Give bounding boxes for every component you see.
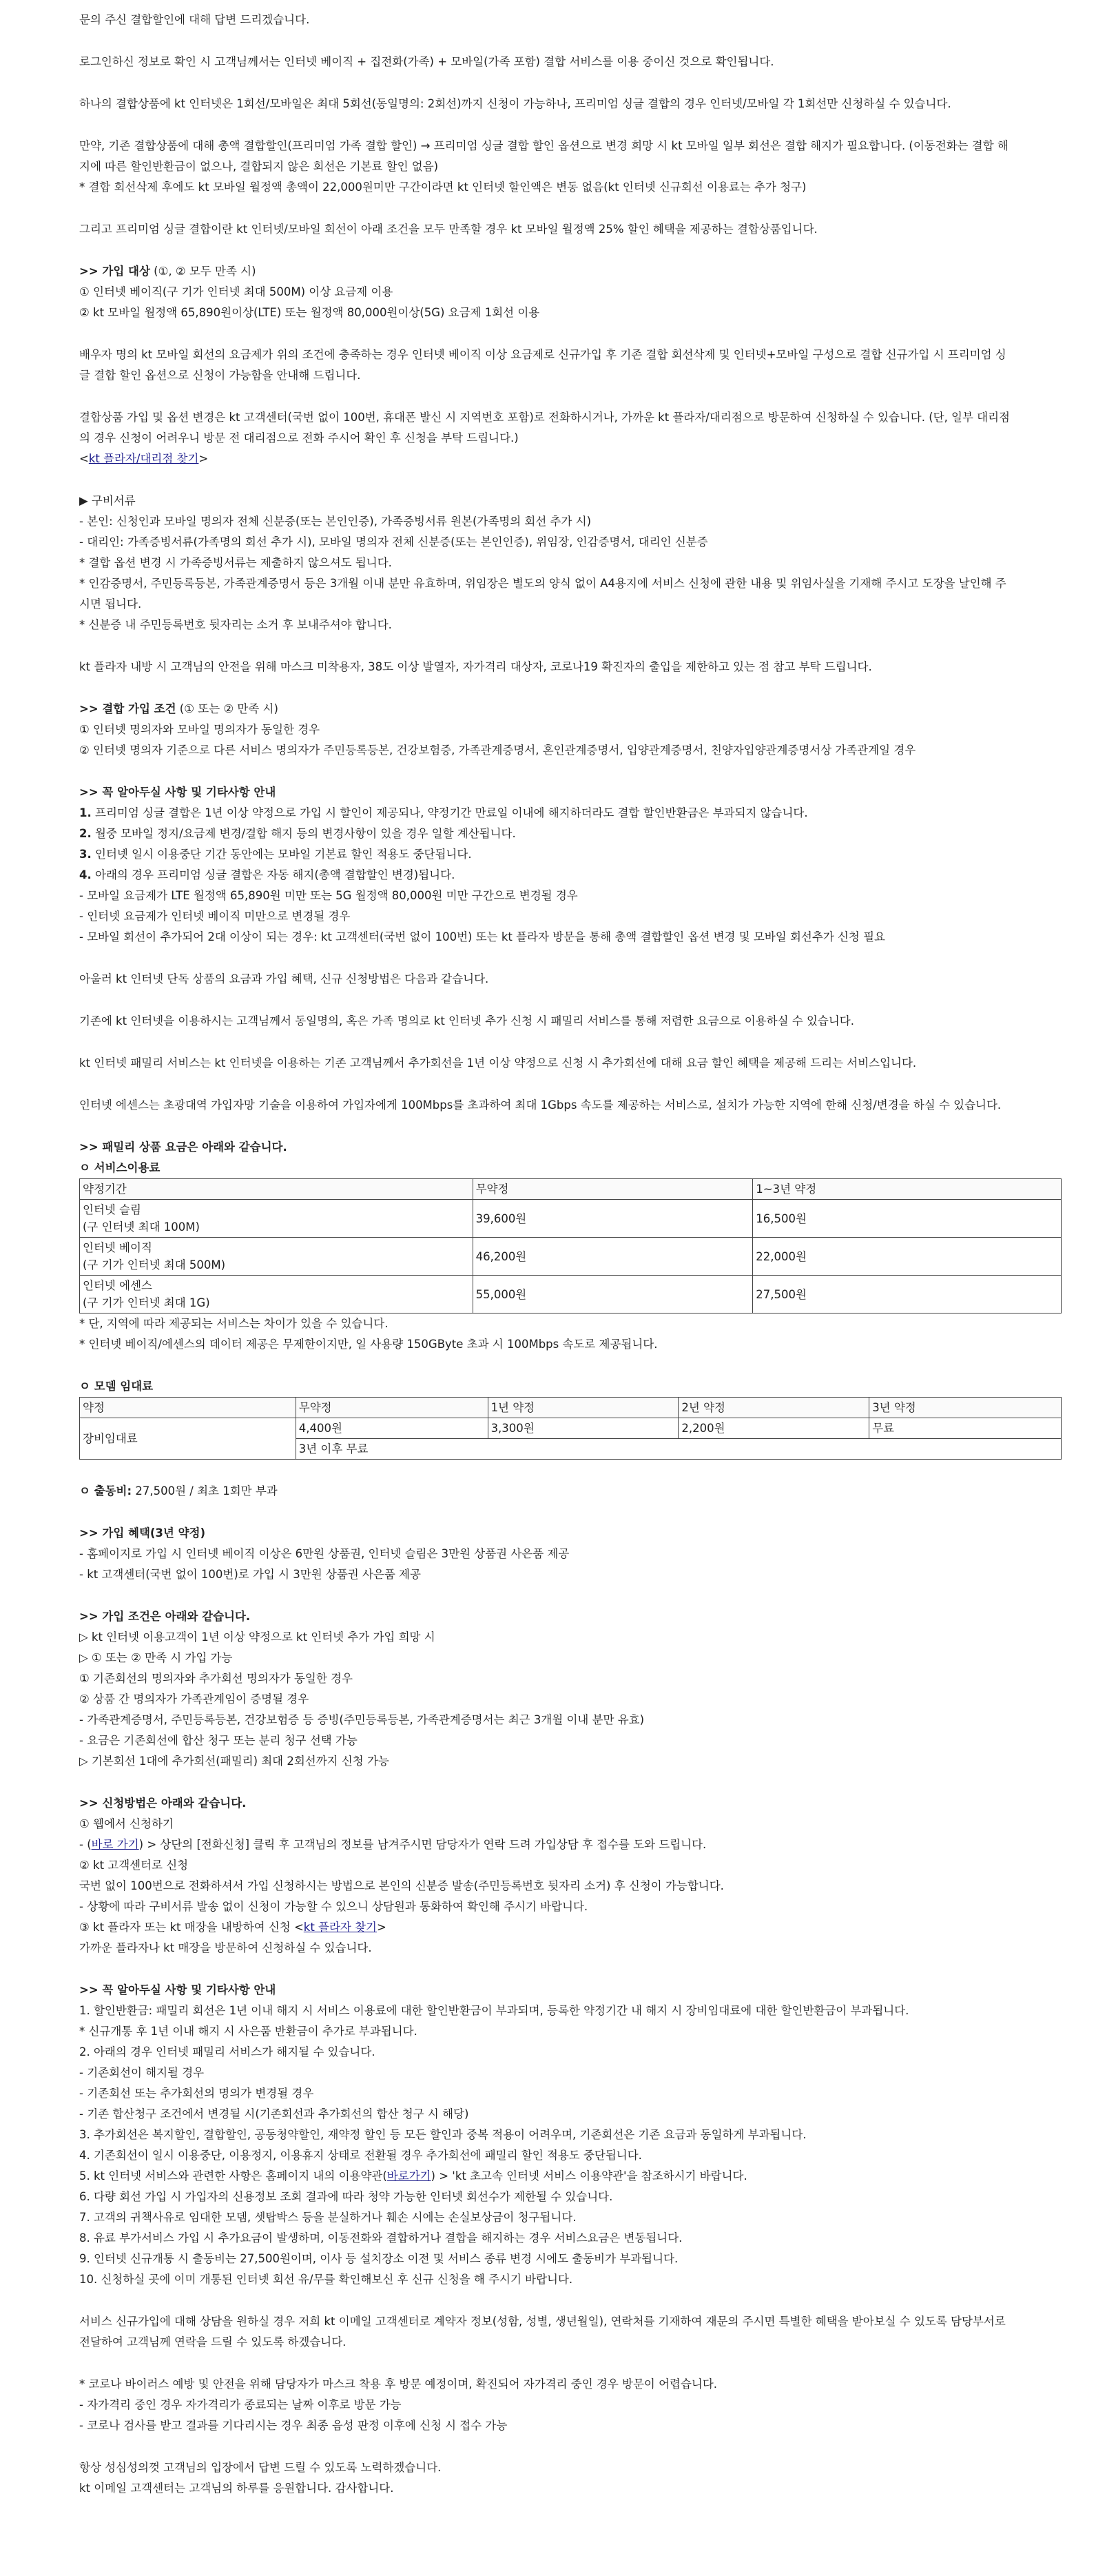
covid-notice: kt 플라자 내방 시 고객님의 안전을 위해 마스크 미착용자, 38도 이상 발열자, 자가격리 대상자, 코로나19 확진자의 출입을 제한하고 있는 점 참고 부탁 드립니다.: [79, 660, 872, 673]
required-docs-section: ▶ 구비서류 - 본인: 신청인과 모바일 명의자 전체 신분증(또는 본인인증), 가족증빙서류 원본(가족명의 회선 추가 시) - 대리인: 가족증빙서류(가족명의 회선 추가 시), 모바일 명의자 전체 신분증(또는 본인인증), 위임장, 인감증명서, 대리인 신분증 * 결합 옵션 변경 시 가족증빙서류는 제출하지 않으셔도 됩니다. * 인감증명서, 주민등록등본, 가족관계증명서 등은 3개월 이내 분만 유효하며, 위임장은 별도의 양식 없이 A4용지에 서비스 신청에 관한 내용 및 위임사실을 기재해 주시고 도장을 날인해 주 시면 됩니다. * 신분증 내 주민등록번호 뒷자리는 소거 후 보내주셔야 합니다.: [79, 491, 1063, 635]
family-price-section: >> 패밀리 상품 요금은 아래와 같습니다. ㅇ 서비스이용료 약정기간 무약정 1~3년 약정 인터넷 슬림 (구 인터넷 최대 100M) 39,600원 16,500원 인터넷 베이직 (구 기가 인터넷 최대 500M) 46,200원 22,000원 인터넷 에센스 (구 기가 인터넷 최대 1G) 55,000원 27,500원 * 단, 지역에 따라 제공되는 서비스는 차이가 있을 수 있습니다. * 인터넷 베이직/에센스의 데이터 제공은 무제한이지만, 일 사용량 150GByte 초과 시 100Mbps 속도로 제공됩니다.: [79, 1137, 1063, 1355]
closing-block: 항상 성심성의껏 고객님의 입장에서 답변 드릴 수 있도록 노력하겠습니다. kt 이메일 고객센터는 고객님의 하루를 응원합니다. 감사합니다.: [79, 2461, 442, 2495]
apply-method-section: >> 신청방법은 아래와 같습니다. ① 웹에서 신청하기 - (바로 가기) > 상단의 [전화신청] 클릭 후 고객님의 정보를 남겨주시면 담당자가 연락 드려 가입상담 후 접수를 도와 드립니다. ② kt 고객센터로 신청 국번 없이 100번으로 전화하셔서 가입 신청하시는 방법으로 본인의 신분증 발송(주민등록번호 뒷자리 소거) 후 신청이 가능합니다. - 상황에 따라 구비서류 발송 없이 신청이 가능할 수 있으니 상담원과 통화하여 확인해 주시기 바랍니다. ③ kt 플라자 또는 kt 매장을 내방하여 신청 <kt 플라자 찾기> 가까운 플라자나 kt 매장을 방문하여 신청하실 수 있습니다.: [79, 1793, 1063, 1959]
apply-block: 결합상품 가입 및 옵션 변경은 kt 고객센터(국번 없이 100번, 휴대폰 발신 시 지역번호 포함)로 전화하시거나, 가까운 kt 플라자/대리점으로 방문하여 신청하실 수 있습니다. (단, 일부 대리점 의 경우 신청이 어려우니 방문 전 대리점으로 전화 주시어 확인 후 신청을 부탁 드립니다.) <kt 플라자/대리점 찾기>: [79, 411, 1010, 465]
install-fee: ㅇ 출동비: 27,500원 / 최초 1회만 부과: [79, 1484, 278, 1497]
table-header-row: 약정 무약정 1년 약정 2년 약정 3년 약정: [80, 1398, 1062, 1418]
covid-visit-notice: * 코로나 바이러스 예방 및 안전을 위해 담당자가 마스크 착용 후 방문 예정이며, 확진되어 자가격리 중인 경우 방문이 어렵습니다. - 자가격리 중인 경우 자가격리가 종료되는 날짜 이후로 방문 가능 - 코로나 검사를 받고 결과를 기다리시는 경우 최종 음성 판정 이후에 신청 시 접수 가능: [79, 2378, 718, 2432]
greeting: 문의 주신 결합할인에 대해 답변 드리겠습니다.: [79, 13, 310, 26]
option-change-block: 만약, 기존 결합상품에 대해 총액 결합할인(프리미엄 가족 결합 할인) → 프리미엄 싱글 결합 할인 옵션으로 변경 희망 시 kt 모바일 일부 회선은 결합 해지가 필요합니다. (이동전화는 결합 해 지에 따른 할인반환금이 없으나, 결합되지 않은 회선은 기본료 할인 없음) * 결합 회선삭제 후에도 kt 모바일 월정액 총액이 22,000원미만 구간이라면 kt 인터넷 할인액은 변동 없음(kt 인터넷 신규회선 이용료는 추가 청구): [79, 139, 1009, 194]
section-title: ▶ 구비서류: [79, 494, 136, 507]
section-title: >> 꼭 알아두실 사항 및 기타사항 안내: [79, 786, 276, 799]
section-title: >> 가입 혜택(3년 약정): [79, 1526, 206, 1540]
section-title: >> 결합 가입 조건: [79, 702, 176, 715]
modem-fee-section: [79, 1376, 1063, 1460]
section-title: >> 가입 조건은 아래와 같습니다.: [79, 1610, 251, 1623]
family-service-text: 기존에 kt 인터넷을 이용하시는 고객님께서 동일명의, 혹은 가족 명의로 kt 인터넷 추가 신청 시 패밀리 서비스를 통해 저렴한 요금으로 이용하실 수 있습니다.: [79, 1014, 854, 1028]
single-product-intro: 아울러 kt 인터넷 단독 상품의 요금과 가입 혜택, 신규 신청방법은 다음과 같습니다.: [79, 972, 489, 985]
combine-condition-section: >> 결합 가입 조건 (① 또는 ② 만족 시) ① 인터넷 명의자와 모바일 명의자가 동일한 경우 ② 인터넷 명의자 기준으로 다른 서비스 명의자가 주민등록등본, 건강보험증, 가족관계증명서, 혼인관계증명서, 입양관계증명서, 친양자입양관계증명서상 가족관계일 경우: [79, 702, 916, 757]
table-row: 3년 이후 무료: [80, 1439, 1062, 1460]
modem-fee-table: [79, 1397, 1062, 1460]
go-link[interactable]: 바로 가기: [91, 1838, 139, 1851]
table-row: 인터넷 슬림 (구 인터넷 최대 100M) 39,600원 16,500원: [80, 1200, 1062, 1238]
benefit-section: >> 가입 혜택(3년 약정) - 홈페이지로 가입 시 인터넷 베이직 이상은 6만원 상품권, 인터넷 슬림은 3만원 상품권 사은품 제공 - kt 고객센터(국번 없이 100번)로 가입 시 3만원 상품권 사은품 제공: [79, 1523, 1063, 1585]
section-title: >> 신청방법은 아래와 같습니다.: [79, 1797, 247, 1810]
notice-section-1: >> 꼭 알아두실 사항 및 기타사항 안내 1. 프리미엄 싱글 결합은 1년 이상 약정으로 가입 시 할인이 제공되나, 약정기간 만료일 이내에 해지하더라도 결합 할인반환금은 부과되지 않습니다. 2. 월중 모바일 정지/요금제 변경/결합 해지 등의 변경사항이 있을 경우 일할 계산됩니다. 3. 인터넷 일시 이용중단 기간 동안에는 모바일 기본료 할인 적용도 중단됩니다. 4. 아래의 경우 프리미엄 싱글 결합은 자동 해지(총액 결합할인 변경)됩니다. - 모바일 요금제가 LTE 월정액 65,890원 미만 또는 5G 월정액 80,000원 미만 구간으로 변경될 경우 - 인터넷 요금제가 인터넷 베이직 미만으로 변경될 경우 - 모바일 회선이 추가되어 2대 이상이 되는 경우: kt 고객센터(국번 없이 100번) 또는 kt 플라자 방문을 통해 총액 결합할인 옵션 변경 및 모바일 회선추가 신청 필요: [79, 782, 1063, 948]
table-row: 인터넷 베이직 (구 기가 인터넷 최대 500M) 46,200원 22,000원: [80, 1238, 1062, 1276]
terms-link[interactable]: 바로가기: [386, 2169, 431, 2183]
premium-single-desc: 그리고 프리미엄 싱글 결합이란 kt 인터넷/모바일 회선이 아래 조건을 모두 만족할 경우 kt 모바일 월정액 25% 할인 혜택을 제공하는 결합상품입니다.: [79, 223, 818, 236]
essence-desc: 인터넷 에센스는 초광대역 가입자망 기술을 이용하여 가입자에게 100Mbps를 초과하여 최대 1Gbps 속도를 제공하는 서비스로, 설치가 가능한 지역에 한해 신청/변경을 하실 수 있습니다.: [79, 1098, 1002, 1112]
table-row: 인터넷 에센스 (구 기가 인터넷 최대 1G) 55,000원 27,500원: [80, 1276, 1062, 1313]
subsection-title: ㅇ 서비스이용료: [79, 1161, 161, 1174]
current-service-text: 로그인하신 정보로 확인 시 고객님께서는 인터넷 베이직 + 집전화(가족) + 모바일(가족 포함) 결합 서비스를 이용 중이신 것으로 확인됩니다.: [79, 55, 774, 68]
join-target-section: >> 가입 대상 (①, ② 모두 만족 시) ① 인터넷 베이직(구 기가 인터넷 최대 500M) 이상 요금제 이용 ② kt 모바일 월정액 65,890원이상(LTE) 또는 월정액 80,000원이상(5G) 요금제 1회선 이용: [79, 265, 540, 319]
section-title: >> 꼭 알아두실 사항 및 기타사항 안내: [79, 1983, 276, 1996]
find-plaza-link[interactable]: kt 플라자 찾기: [303, 1921, 377, 1934]
find-plaza-link[interactable]: kt 플라자/대리점 찾기: [88, 452, 199, 465]
subsection-title: ㅇ 모뎀 임대료: [79, 1380, 154, 1393]
consult-block: 서비스 신규가입에 대해 상담을 원하실 경우 저희 kt 이메일 고객센터로 계약자 정보(성함, 성별, 생년월일), 연락처를 기재하여 재문의 주시면 특별한 혜택을 받아보실 수 있도록 담당부서로 전달하여 고객님께 연락을 드릴 수 있도록 하겠습니다.: [79, 2315, 1006, 2349]
service-fee-table: [79, 1178, 1062, 1313]
spouse-line-block: 배우자 명의 kt 모바일 회선의 요금제가 위의 조건에 충족하는 경우 인터넷 베이직 이상 요금제로 신규가입 후 기존 결합 회선삭제 및 인터넷+모바일 구성으로 결합 신규가입 시 프리미엄 싱 글 결합 할인 옵션으로 신청이 가능함을 안내해 드립니다.: [79, 348, 1006, 382]
table-header-row: 약정기간 무약정 1~3년 약정: [80, 1179, 1062, 1200]
section-title: >> 패밀리 상품 요금은 아래와 같습니다.: [79, 1141, 287, 1154]
section-title: >> 가입 대상: [79, 265, 150, 278]
join-condition-section: >> 가입 조건은 아래와 같습니다. ▷ kt 인터넷 이용고객이 1년 이상 약정으로 kt 인터넷 추가 가입 희망 시 ▷ ① 또는 ② 만족 시 가입 가능 ① 기존회선의 명의자와 추가회선 명의자가 동일한 경우 ② 상품 간 명의자가 가족관계임이 증명될 경우 - 가족관계증명서, 주민등록등본, 건강보험증 등 증빙(주민등록등본, 가족관계증명서는 최근 3개월 이내 분만 유효) - 요금은 기존회선에 합산 청구 또는 분리 청구 선택 가능 ▷ 기본회선 1대에 추가회선(패밀리) 최대 2회선까지 신청 가능: [79, 1606, 1063, 1772]
table-row: 장비임대료 4,400원 3,300원 2,200원 무료: [80, 1418, 1062, 1439]
family-service-desc: kt 인터넷 패밀리 서비스는 kt 인터넷을 이용하는 기존 고객님께서 추가회선을 1년 이상 약정으로 신청 시 추가회선에 대해 요금 할인 혜택을 제공해 드리는 서비스입니다.: [79, 1056, 917, 1070]
line-limit-text: 하나의 결합상품에 kt 인터넷은 1회선/모바일은 최대 5회선(동일명의: 2회선)까지 신청이 가능하나, 프리미엄 싱글 결합의 경우 인터넷/모바일 각 1회선만 신청하실 수 있습니다.: [79, 97, 951, 110]
notice-section-2: >> 꼭 알아두실 사항 및 기타사항 안내 1. 할인반환금: 패밀리 회선은 1년 이내 해지 시 서비스 이용료에 대한 할인반환금이 부과되며, 등록한 약정기간 내 해지 시 장비임대료에 대한 할인반환금이 부과됩니다. * 신규개통 후 1년 이내 해지 시 사은품 반환금이 추가로 부과됩니다. 2. 아래의 경우 인터넷 패밀리 서비스가 해지될 수 있습니다. - 기존회선이 해지될 경우 - 기존회선 또는 추가회선의 명의가 변경될 경우 - 기존 합산청구 조건에서 변경될 시(기존회선과 추가회선의 합산 청구 시 해당) 3. 추가회선은 복지할인, 결합할인, 공동청약할인, 재약정 할인 등 모든 할인과 중복 적용이 어려우며, 기존회선은 기존 요금과 동일하게 부과됩니다. 4. 기존회선이 일시 이용중단, 이용정지, 이용휴지 상태로 전환될 경우 추가회선에 패밀리 할인 적용도 중단됩니다. 5. kt 인터넷 서비스와 관련한 사항은 홈페이지 내의 이용약관(바로가기) > 'kt 초고속 인터넷 서비스 이용약관'을 참조하시기 바랍니다. 6. 다량 회선 가입 시 가입자의 신용정보 조회 결과에 따라 청약 가능한 인터넷 회선수가 제한될 수 있습니다. 7. 고객의 귀책사유로 임대한 모뎀, 셋탑박스 등을 분실하거나 훼손 시에는 손실보상금이 청구됩니다. 8. 유료 부가서비스 가입 시 추가요금이 발생하며, 이동전화와 결합하거나 결합을 해지하는 경우 서비스요금은 변동됩니다. 9. 인터넷 신규개통 시 출동비는 27,500원이며, 이사 등 설치장소 이전 및 서비스 종류 변경 시에도 출동비가 부과됩니다. 10. 신청하실 곳에 이미 개통된 인터넷 회선 유/무를 확인해보신 후 신규 신청을 해 주시기 바랍니다.: [79, 1980, 1063, 2290]
